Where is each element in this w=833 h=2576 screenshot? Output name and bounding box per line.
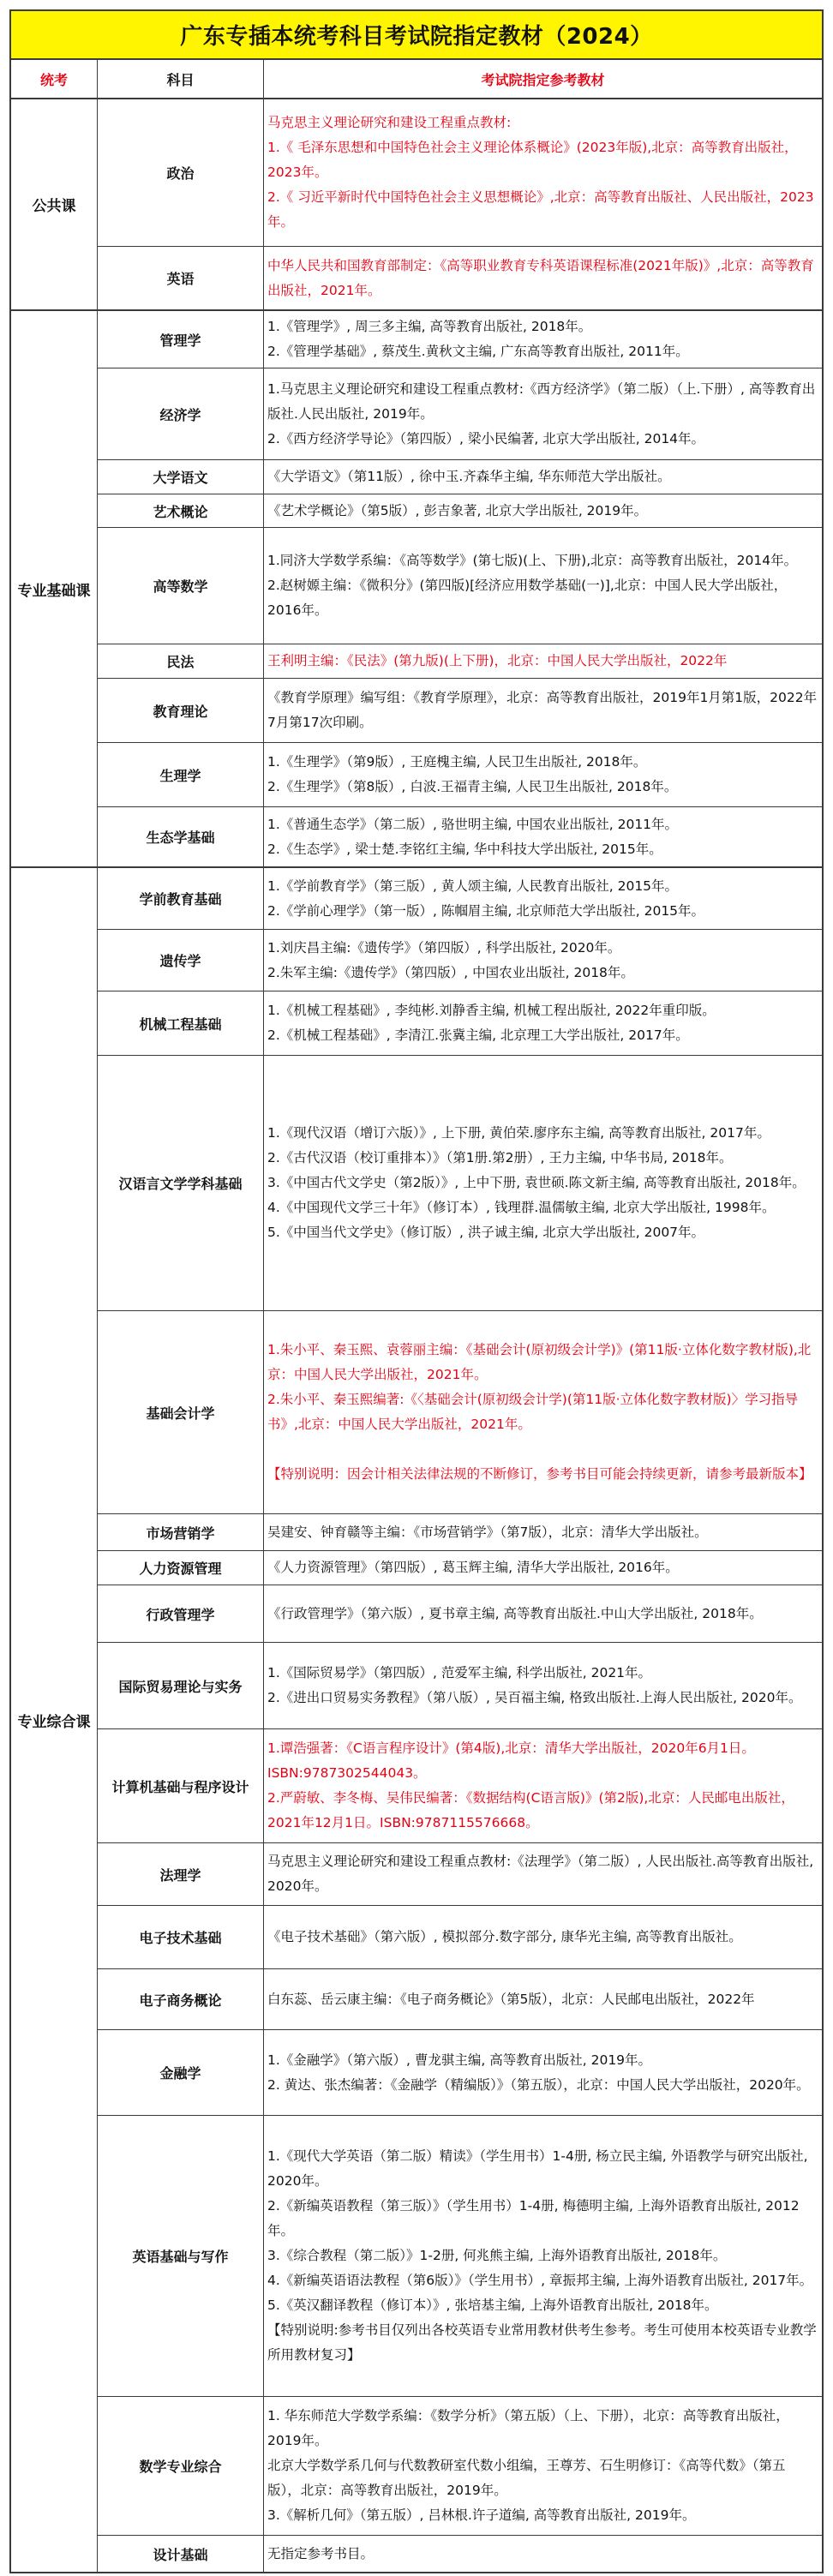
subject-name: 生态学基础: [98, 807, 264, 866]
table-row: [98, 991, 822, 1056]
textbook-entry: 《教育学原理》编写组：《教育学原理》，北京：高等教育出版社，2019年1月第1版，2022年7月第17次印刷。: [267, 690, 818, 730]
textbook-entry: 【特别说明:参考书目仅列出各校英语专业常用教材供考生参考。考生可使用本校英语专业教学所用教材复习】: [267, 2322, 817, 2363]
textbook-list: [264, 247, 822, 309]
subject-name: 电子商务概论: [98, 1969, 264, 2029]
subject-name: 生理学: [98, 743, 264, 806]
textbook-entry: 4.《中国现代文学三十年》（修订本）, 钱理群.温儒敏主编, 北京大学出版社, 1998年。: [267, 1200, 776, 1215]
subject-name: 教育理论: [98, 679, 264, 742]
textbook-list: [264, 991, 822, 1055]
textbook-entry: 王利明主编：《民法》(第九版)(上下册)，北京：中国人民大学出版社，2022年: [267, 653, 728, 668]
textbook-list: [264, 1643, 822, 1728]
table-row: [98, 679, 822, 743]
table-row: [98, 99, 822, 247]
textbook-entry: 无指定参考书目。: [267, 2545, 375, 2561]
table-row: [98, 743, 822, 807]
textbook-entry: 2.朱小平、秦玉熙编著:《〈基础会计(原初级会计学)(第11版·立体化数字教材版)〉学习指导书》,北京：中国人民大学出版社，2021年。: [267, 1392, 799, 1432]
table-row: [98, 644, 822, 679]
header-category: 统考: [11, 60, 98, 98]
textbook-list: [264, 868, 822, 929]
textbook-entry: 2.赵树嫄主编：《微积分》(第四版)[经济应用数学基础(一)],北京：中国人民大学出版社，2016年。: [267, 578, 788, 618]
table-row: [98, 1843, 822, 1906]
table-row: [98, 528, 822, 644]
table-row: [98, 2536, 822, 2572]
section-label: 专业综合课: [11, 868, 98, 2572]
subject-name: 英语基础与写作: [98, 2116, 264, 2396]
textbook-entry: 2.《 习近平新时代中国特色社会主义思想概论》,北京：高等教育出版社、人民出版社，2023年。: [267, 189, 814, 230]
textbook-entry: 2.严蔚敏、李冬梅、吴伟民编著：《数据结构(C语言版)》(第2版),北京：人民邮电出版社，2021年12月1日。ISBN:9787115576668。: [267, 1790, 794, 1830]
textbook-entry: 1.《 毛泽东思想和中国特色社会主义理论体系概论》(2023年版),北京：高等教育出版社，2023年。: [267, 140, 798, 180]
textbook-entry: 1.《现代大学英语（第二版）精读》（学生用书）1-4册, 杨立民主编, 外语教学与研究出版社, 2020年。: [267, 2148, 808, 2189]
textbook-entry: 2.朱军主编:《遗传学》（第四版）, 中国农业出版社, 2018年。: [267, 964, 634, 980]
textbook-entry: 1.《普通生态学》（第二版）, 骆世明主编, 中国农业出版社, 2011年。: [267, 816, 679, 832]
table-row: [98, 247, 822, 309]
textbook-entry: 2.《古代汉语（校订重排本）》（第1册.第2册）, 王力主编, 中华书局, 2018年。: [267, 1150, 733, 1165]
table-row: [98, 2030, 822, 2116]
textbook-list: [264, 2116, 822, 2396]
subject-name: 学前教育基础: [98, 868, 264, 929]
textbook-list: [264, 1514, 822, 1550]
section-1: [11, 99, 822, 309]
textbook-entry: 2.《机械工程基础》, 李清江.张冀主编, 北京理工大学出版社, 2017年。: [267, 1027, 689, 1043]
textbook-entry: 2.《新编英语教程（第三版）》（学生用书）1-4册, 梅德明主编, 上海外语教育出版社, 2012年。: [267, 2198, 800, 2238]
textbook-list: [264, 2536, 822, 2572]
textbook-entry: 3.《中国古代文学史（第2版）》, 上中下册, 袁世硕.陈文新主编, 高等教育出版社, 2018年。: [267, 1175, 806, 1190]
textbook-entry: 北京大学数学系几何与代数教研室代数小组编，王尊芳、石生明修订：《高等代数》（第五版），北京：高等教育出版社，2019年。: [267, 2458, 786, 2498]
section-label: 专业基础课: [11, 311, 98, 866]
textbook-entry: 1.朱小平、秦玉熙、袁蓉丽主编：《基础会计(原初级会计学)》(第11版·立体化数字教材版),北京：中国人民大学出版社，2021年。: [267, 1342, 812, 1382]
section-label: 公共课: [11, 99, 98, 309]
textbook-entry: 2.《西方经济学导论》（第四版）, 梁小民编著, 北京大学出版社, 2014年。: [267, 430, 705, 446]
textbook-entry: 1.同济大学数学系编：《高等数学》(第七版)(上、下册),北京：高等教育出版社，2014年。: [267, 553, 798, 568]
textbook-entry: 1.《生理学》（第9版）, 王庭槐主编, 人民卫生出版社, 2018年。: [267, 754, 647, 770]
textbook-entry: 《电子技术基础》（第六版）, 模拟部分.数字部分, 康华光主编, 高等教育出版社。: [267, 1929, 742, 1944]
table-row: [98, 2397, 822, 2536]
textbook-entry: 马克思主义理论研究和建设工程重点教材:: [267, 115, 512, 130]
textbook-entry: 1. 华东师范大学数学系编：《数学分析》（第五版）（上、下册），北京：高等教育出版社，2019年。: [267, 2408, 789, 2448]
textbook-list: [264, 1843, 822, 1905]
textbook-list: [264, 2397, 822, 2535]
table-row: [98, 368, 822, 460]
textbook-entry: 2.《学前心理学》（第一版）, 陈帼眉主编, 北京师范大学出版社, 2015年。: [267, 902, 705, 919]
subject-name: 艺术概论: [98, 494, 264, 527]
textbook-entry: 马克思主义理论研究和建设工程重点教材:《法理学》（第二版）, 人民出版社.高等教育出版社, 2020年。: [267, 1854, 814, 1894]
subject-name: 英语: [98, 247, 264, 309]
textbook-entry: 1.《金融学》（第六版）, 曹龙骐主编, 高等教育出版社, 2019年。: [267, 2052, 652, 2068]
textbook-entry: 2.《生理学》（第8版）, 白波.王福青主编, 人民卫生出版社, 2018年。: [267, 779, 678, 794]
table-row: [98, 494, 822, 528]
textbook-list: [264, 2030, 822, 2115]
table-row: [98, 1906, 822, 1969]
table-row: [98, 1514, 822, 1551]
textbook-entry: 1.《管理学》, 周三多主编, 高等教育出版社, 2018年。: [267, 319, 592, 334]
subject-name: 管理学: [98, 311, 264, 368]
textbook-list: [264, 1311, 822, 1513]
textbook-list: [264, 494, 822, 527]
section-rows: [98, 311, 822, 866]
textbook-list: [264, 1906, 822, 1968]
table-row: [98, 1311, 822, 1514]
table-row: [98, 1056, 822, 1311]
textbook-entry: 1.《机械工程基础》, 李纯彬.刘静香主编, 机械工程出版社, 2022年重印版。: [267, 1003, 716, 1018]
textbook-entry: 4.《新编英语语法教程（第6版）》（学生用书）, 章振邦主编, 上海外语教育出版社, 2017年。: [267, 2273, 813, 2288]
textbook-entry: 5.《英汉翻译教程（修订本）》, 张培基主编, 上海外语教育出版社, 2018年。: [267, 2297, 718, 2313]
textbook-entry: 2.《生态学》, 梁士楚.李铭红主编, 华中科技大学出版社, 2015年。: [267, 841, 662, 857]
subject-name: 人力资源管理: [98, 1551, 264, 1585]
table-header-row: [11, 60, 822, 99]
table-row: [98, 1551, 822, 1585]
textbook-entry: 《人力资源管理》（第四版）, 葛玉辉主编, 清华大学出版社, 2016年。: [267, 1560, 679, 1575]
subject-name: 遗传学: [98, 930, 264, 991]
header-subject: 科目: [98, 60, 264, 98]
textbook-entry: 【特别说明：因会计相关法律法规的不断修订，参考书目可能会持续更新，请参考最新版本】: [267, 1466, 812, 1482]
textbook-entry: 《行政管理学》（第六版）, 夏书章主编, 高等教育出版社.中山大学出版社, 2018年。: [267, 1605, 763, 1621]
table-row: [98, 460, 822, 494]
textbook-entry: 2.《管理学基础》, 蔡茂生.黄秋文主编, 广东高等教育出版社, 2011年。: [267, 344, 689, 359]
textbook-entry: 1.马克思主义理论研究和建设工程重点教材:《西方经济学》（第二版）（上.下册）, 高等教育出版社.人民出版社, 2019年。: [267, 380, 816, 422]
section-rows: [98, 868, 822, 2572]
header-textbooks: 考试院指定参考教材: [481, 71, 605, 88]
subject-name: 行政管理学: [98, 1585, 264, 1642]
textbook-entry: 吴建安、钟育赣等主编：《市场营销学》（第7版），北京：清华大学出版社。: [267, 1524, 708, 1540]
subject-name: 基础会计学: [98, 1311, 264, 1513]
textbook-entry: 3.《综合教程（第二版）》1-2册, 何兆熊主编, 上海外语教育出版社, 2018年。: [267, 2248, 727, 2263]
subject-name: 设计基础: [98, 2536, 264, 2572]
textbook-entry: 1.刘庆昌主编:《遗传学》（第四版）, 科学出版社, 2020年。: [267, 939, 621, 956]
table-title: 广东专插本统考科目考试院指定教材（2024）: [11, 11, 822, 60]
textbook-list: [264, 743, 822, 806]
textbook-table: [9, 9, 824, 2573]
textbook-list: [264, 528, 822, 644]
subject-name: 计算机基础与程序设计: [98, 1729, 264, 1842]
subject-name: 民法: [98, 644, 264, 678]
textbook-list: [264, 311, 822, 368]
textbook-entry: 1.《现代汉语（增订六版）》, 上下册, 黄伯荣.廖序东主编, 高等教育出版社, 2017年。: [267, 1125, 770, 1141]
textbook-entry: 1.《学前教育学》（第三版）, 黄人颂主编, 人民教育出版社, 2015年。: [267, 878, 679, 894]
textbook-entry: 《艺术学概论》（第5版）, 彭吉象著, 北京大学出版社, 2019年。: [267, 502, 648, 518]
table-row: [98, 1729, 822, 1843]
section-2: [11, 309, 822, 866]
textbook-entry: 3.《解析几何》（第五版）, 吕林根.许子道编, 高等教育出版社, 2019年。: [267, 2507, 696, 2523]
textbook-list: [264, 368, 822, 459]
section-3: [11, 866, 822, 2572]
subject-name: 经济学: [98, 368, 264, 459]
textbook-list: [264, 1551, 822, 1585]
subject-name: 电子技术基础: [98, 1906, 264, 1968]
subject-name: 国际贸易理论与实务: [98, 1643, 264, 1728]
subject-name: 市场营销学: [98, 1514, 264, 1550]
textbook-list: [264, 1729, 822, 1842]
textbook-list: [264, 679, 822, 742]
subject-name: 数学专业综合: [98, 2397, 264, 2535]
subject-name: 法理学: [98, 1843, 264, 1905]
table-row: [98, 1585, 822, 1643]
table-row: [98, 1643, 822, 1729]
subject-name: 大学语文: [98, 460, 264, 494]
subject-name: 政治: [98, 99, 264, 246]
subject-name: 高等数学: [98, 528, 264, 644]
textbook-entry: 5.《中国当代文学史》（修订版）, 洪子诚主编, 北京大学出版社, 2007年。: [267, 1225, 705, 1240]
table-row: [98, 311, 822, 368]
textbook-entry: 2. 黄达、张杰编著：《金融学（精编版）》（第五版），北京：中国人民大学出版社，2020年。: [267, 2076, 810, 2093]
table-row: [98, 2116, 822, 2397]
textbook-list: [264, 460, 822, 494]
subject-name: 汉语言文学学科基础: [98, 1056, 264, 1310]
textbook-entry: 《大学语文》（第11版）, 徐中玉.齐森华主编, 华东师范大学出版社。: [267, 469, 671, 484]
table-row: [98, 868, 822, 930]
textbook-list: [264, 1585, 822, 1642]
textbook-list: [264, 99, 822, 246]
textbook-list: [264, 930, 822, 991]
textbook-entry: 1.谭浩强著：《C语言程序设计》(第4版),北京：清华大学出版社，2020年6月1日。ISBN:9787302544043。: [267, 1740, 755, 1781]
subject-name: 金融学: [98, 2030, 264, 2115]
textbook-entry: 中华人民共和国教育部制定：《高等职业教育专科英语课程标准(2021年版)》,北京：高等教育出版社，2021年。: [267, 257, 814, 298]
subject-name: 机械工程基础: [98, 991, 264, 1055]
textbook-list: [264, 1969, 822, 2029]
textbook-entry: 2.《进出口贸易实务教程》（第八版）, 吴百福主编, 格致出版社.上海人民出版社, 2020年。: [267, 1690, 802, 1705]
textbook-list: [264, 1056, 822, 1310]
textbook-list: [264, 644, 822, 678]
table-row: [98, 930, 822, 991]
table-body: [11, 99, 822, 2572]
textbook-list: [264, 807, 822, 866]
table-row: [98, 1969, 822, 2030]
textbook-entry: 白东蕊、岳云康主编：《电子商务概论》（第5版），北京：人民邮电出版社，2022年: [267, 1991, 755, 2007]
section-rows: [98, 99, 822, 309]
table-row: [98, 807, 822, 866]
textbook-entry: [267, 1437, 818, 1462]
textbook-entry: 1.《国际贸易学》（第四版）, 范爱军主编, 科学出版社, 2021年。: [267, 1665, 652, 1680]
